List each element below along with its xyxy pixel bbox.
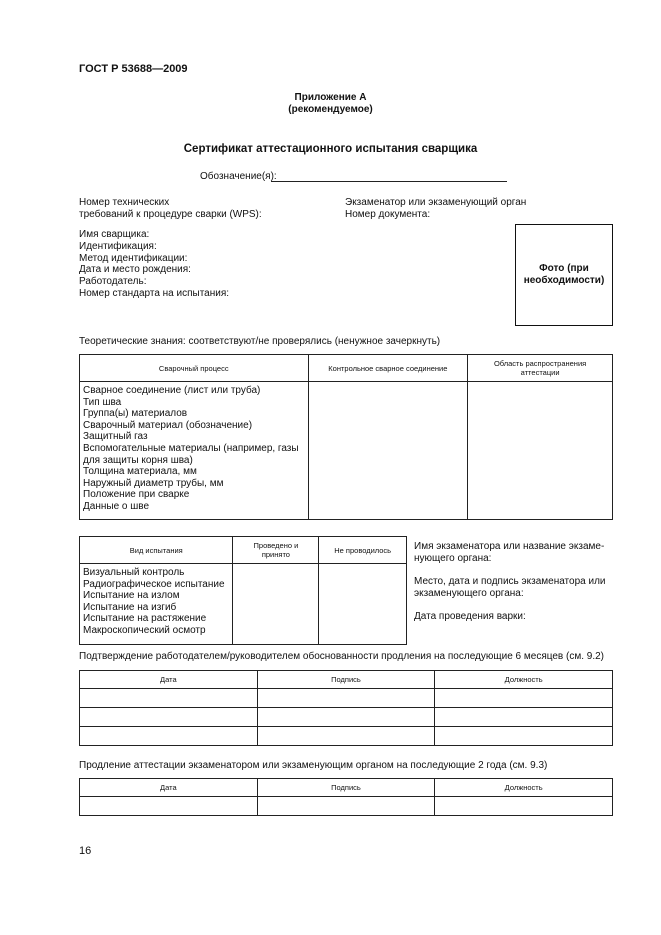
table-row: [80, 727, 613, 746]
date-cell[interactable]: [80, 727, 258, 746]
row-joint: Сварное соединение (лист или труба): [83, 385, 261, 396]
welding-date-label: Дата проведения варки:: [414, 611, 526, 622]
performed-cell[interactable]: [233, 564, 319, 645]
signature-cell[interactable]: [257, 797, 435, 816]
position-cell[interactable]: [435, 797, 613, 816]
test-radiographic: Радиографическое испытание: [83, 578, 225, 590]
test-type-table: [79, 536, 407, 645]
identification-label: Идентификация:: [79, 240, 157, 252]
designation-label: Обозначение(я):: [200, 171, 277, 182]
test-bend: Испытание на изгиб: [83, 601, 177, 613]
header-welding-process: Сварочный процесс: [80, 355, 309, 382]
approval-range-cell[interactable]: [468, 382, 613, 520]
wps-number-block: [79, 197, 262, 221]
annex-title: Приложение А: [294, 92, 367, 103]
welding-process-table: [79, 354, 613, 520]
position-cell[interactable]: [435, 708, 613, 727]
test-tensile: Испытание на растяжение: [83, 613, 207, 625]
theory-knowledge-line: Теоретические знания: соответствуют/не проверялись (ненужное зачеркнуть): [79, 336, 441, 347]
test-macro: Макроскопический осмотр: [83, 624, 206, 636]
test-visual: Визуальный контроль: [83, 567, 185, 578]
page-number: 16: [79, 845, 92, 857]
test-types-cell: [80, 564, 233, 645]
designation-field[interactable]: [271, 181, 507, 182]
examiner-name-line-1: Имя экзаменатора или название экзаме-: [414, 541, 605, 552]
header-date: Дата: [80, 779, 258, 797]
photo-line-1: Фото (при: [539, 263, 589, 274]
row-material-group: Группа(ы) материалов: [83, 408, 188, 420]
annex-heading: [0, 92, 661, 116]
row-consumable: Сварочный материал (обозначение): [83, 419, 253, 431]
examiner-block: [345, 197, 526, 221]
header-not-performed: Не проводилось: [319, 537, 407, 564]
table-row: [80, 708, 613, 727]
signature-cell[interactable]: [257, 727, 435, 746]
header-signature: Подпись: [257, 671, 435, 689]
header-signature: Подпись: [257, 779, 435, 797]
row-position: Положение при сварке: [83, 489, 190, 501]
not-performed-cell[interactable]: [319, 564, 407, 645]
photo-line-2: необходимости): [523, 275, 605, 286]
position-cell[interactable]: [435, 727, 613, 746]
extension-caption: Продление аттестации экзаменатором или экзаменующим органом на последующие 2 года (см. 9.3): [79, 760, 548, 771]
row-weld-type: Тип шва: [83, 396, 122, 408]
place-date-sign-line-2: экзаменующего органа:: [414, 588, 524, 599]
identification-method-label: Метод идентификации:: [79, 252, 188, 264]
row-auxiliary-cont: для защиты корня шва): [83, 454, 193, 466]
signature-cell[interactable]: [257, 708, 435, 727]
date-cell[interactable]: [80, 689, 258, 708]
date-cell[interactable]: [80, 708, 258, 727]
standard-number: ГОСТ Р 53688—2009: [79, 63, 188, 75]
wps-line-2: требований к процедуре сварки (WPS):: [79, 209, 262, 220]
row-weld-details: Данные о шве: [83, 500, 150, 512]
welder-name-label: Имя сварщика:: [79, 229, 150, 240]
photo-box: [515, 224, 613, 326]
confirmation-caption: Подтверждение работодателем/руководителем обоснованности продления на последующие 6 месяцев (см. 9.2): [79, 651, 604, 662]
confirmation-table: [79, 670, 613, 746]
header-date: Дата: [80, 671, 258, 689]
examiner-name-line-2: нующего органа:: [414, 553, 492, 564]
personal-data: [79, 229, 229, 300]
test-fracture: Испытание на излом: [83, 590, 180, 602]
table-row: [80, 689, 613, 708]
header-position: Должность: [435, 779, 613, 797]
birth-label: Дата и место рождения:: [79, 264, 191, 276]
date-cell[interactable]: [80, 797, 258, 816]
annex-note: (рекомендуемое): [288, 104, 373, 115]
header-approval-range: Область распространения аттестации: [468, 355, 613, 382]
row-auxiliary: Вспомогательные материалы (например, газы: [83, 442, 299, 454]
table-row: [80, 797, 613, 816]
test-standard-label: Номер стандарта на испытания:: [79, 287, 230, 299]
document-title: Сертификат аттестационного испытания сварщика: [183, 143, 478, 155]
test-joint-cell[interactable]: [308, 382, 468, 520]
row-thickness: Толщина материала, мм: [83, 466, 197, 478]
signature-cell[interactable]: [257, 689, 435, 708]
employer-label: Работодатель:: [79, 276, 147, 288]
document-number-line: Номер документа:: [345, 209, 431, 220]
extension-table: [79, 778, 613, 816]
examiner-line: Экзаменатор или экзаменующий орган: [345, 197, 527, 208]
header-test-joint: Контрольное сварное соединение: [308, 355, 468, 382]
row-shielding-gas: Защитный газ: [83, 431, 148, 443]
header-test-type: Вид испытания: [80, 537, 233, 564]
wps-line-1: Номер технических: [79, 197, 170, 208]
position-cell[interactable]: [435, 689, 613, 708]
place-date-sign-line-1: Место, дата и подпись экзаменатора или: [414, 576, 606, 587]
header-performed-accepted: Проведено и принято: [233, 537, 319, 564]
row-outer-diameter: Наружный диаметр трубы, мм: [83, 477, 224, 489]
examiner-info: [414, 541, 614, 634]
process-parameters-cell: [80, 382, 309, 520]
header-position: Должность: [435, 671, 613, 689]
